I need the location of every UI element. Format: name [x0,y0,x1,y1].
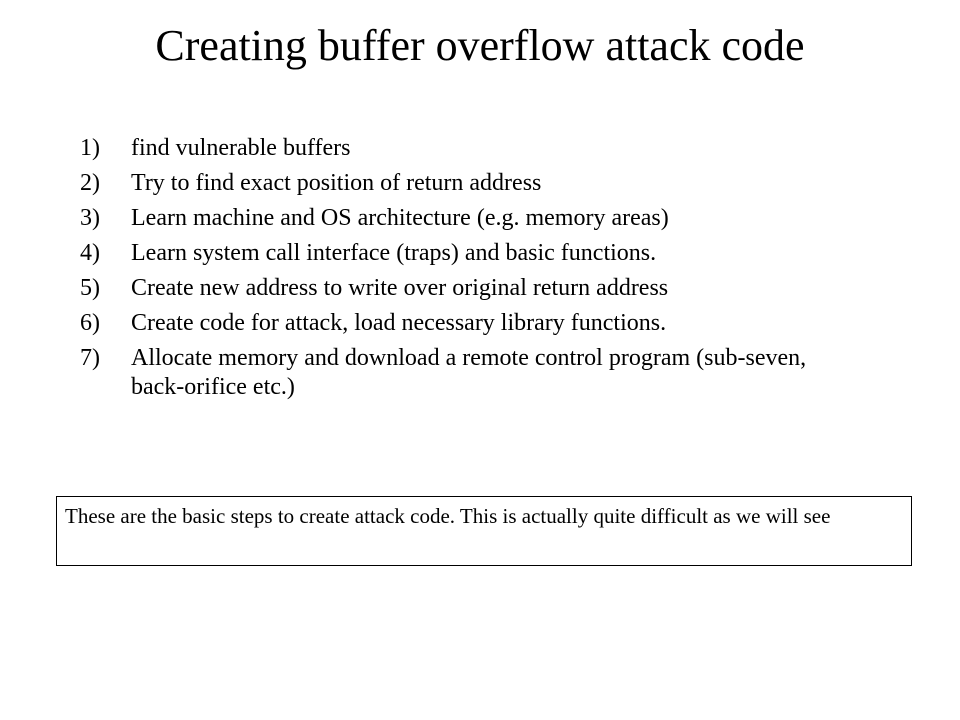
step-number: 4) [80,240,100,266]
step-number: 2) [80,170,100,196]
step-text: Learn system call interface (traps) and basic functions. [131,240,657,266]
step-text: Create new address to write over original return address [131,275,669,301]
steps-list [80,131,860,405]
step-number: 7) [80,345,100,371]
step-number: 5) [80,275,100,301]
list-item [80,201,860,236]
step-number: 3) [80,205,100,231]
note-box: These are the basic steps to create attack code. This is actually quite difficult as we will see [56,496,912,566]
step-number: 6) [80,310,100,336]
list-item [80,271,860,306]
list-item [80,341,860,405]
step-text: Learn machine and OS architecture (e.g. memory areas) [131,205,669,231]
slide-title: Creating buffer overflow attack code [155,21,805,70]
step-text: find vulnerable buffers [131,135,351,161]
list-item [80,131,860,166]
step-text: Allocate memory and download a remote control program (sub-seven, back-orifice etc.) [131,345,807,400]
list-item [80,166,860,201]
list-item [80,236,860,271]
step-text: Create code for attack, load necessary library functions. [131,310,667,336]
list-item [80,306,860,341]
step-number: 1) [80,135,100,161]
step-text: Try to find exact position of return address [131,170,542,196]
